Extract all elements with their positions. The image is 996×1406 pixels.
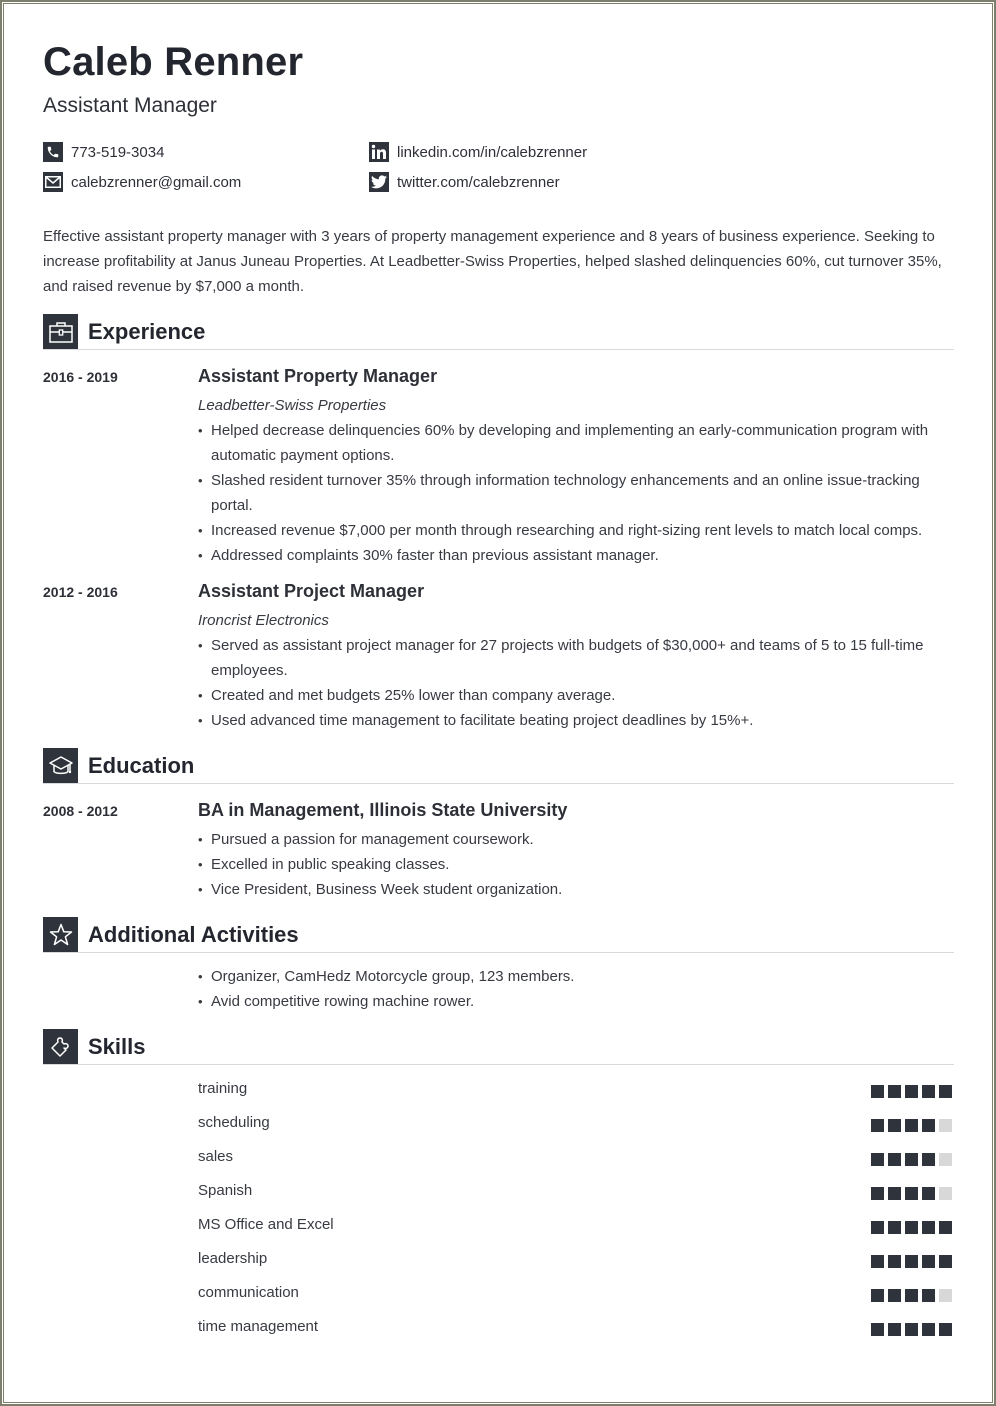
skill-name: communication [198, 1284, 299, 1301]
skill-row [198, 1148, 954, 1168]
education-degree: BA in Management, Illinois State University [198, 800, 568, 820]
section-activities-header [43, 917, 954, 953]
puzzle-piece-icon [43, 1029, 78, 1064]
twitter-icon [369, 172, 389, 192]
skill-name: Spanish [198, 1182, 253, 1199]
bullet-item: • Created and met budgets 25% lower than company average. [198, 683, 938, 708]
bullet-item: • Helped decrease delinquencies 60% by developing and implementing an early-communication program with automatic payment options. [198, 418, 938, 468]
rating-dot-filled [939, 1255, 952, 1268]
rating-dot-filled [888, 1085, 901, 1098]
rating-dot-filled [871, 1119, 884, 1132]
job-bullets [198, 633, 938, 733]
bullet-item: • Addressed complaints 30% faster than previous assistant manager. [198, 543, 938, 568]
section-skills-header [43, 1029, 954, 1065]
section-title: Education [88, 753, 195, 778]
skill-name: sales [198, 1148, 234, 1165]
rating-dot-filled [922, 1221, 935, 1234]
rating-dot-filled [922, 1289, 935, 1302]
job-role: Assistant Project Manager [198, 581, 425, 601]
rating-dot-filled [922, 1255, 935, 1268]
rating-dot-filled [888, 1289, 901, 1302]
skill-row [198, 1216, 954, 1236]
job-dates: 2016 - 2019 [43, 369, 118, 385]
skill-row [198, 1284, 954, 1304]
rating-dot-filled [905, 1323, 918, 1336]
phone-text: 773-519-3034 [71, 143, 165, 161]
candidate-title: Assistant Manager [43, 94, 217, 117]
rating-dot-filled [905, 1289, 918, 1302]
bullet-item: • Served as assistant project manager for 27 projects with budgets of $30,000+ and teams of 5 to 15 full-time employees. [198, 633, 938, 683]
contact-twitter[interactable] [369, 172, 560, 192]
job-bullets [198, 418, 938, 568]
education-bullets [198, 827, 938, 902]
rating-dot-empty [939, 1119, 952, 1132]
rating-dot-filled [888, 1221, 901, 1234]
bullet-item: • Organizer, CamHedz Motorcycle group, 123 members. [198, 964, 938, 989]
linkedin-icon [369, 142, 389, 162]
skill-rating [871, 1255, 952, 1268]
skill-name: leadership [198, 1250, 268, 1267]
rating-dot-filled [888, 1153, 901, 1166]
skill-row [198, 1114, 954, 1134]
rating-dot-filled [939, 1323, 952, 1336]
email-icon [43, 172, 63, 192]
rating-dot-filled [871, 1221, 884, 1234]
skill-rating [871, 1153, 952, 1166]
rating-dot-filled [922, 1187, 935, 1200]
skill-row [198, 1318, 954, 1338]
rating-dot-filled [871, 1323, 884, 1336]
bullet-item: • Increased revenue $7,000 per month through researching and right-sizing rent levels to match local comps. [198, 518, 938, 543]
bullet-item: • Excelled in public speaking classes. [198, 852, 938, 877]
skill-row [198, 1182, 954, 1202]
rating-dot-filled [905, 1255, 918, 1268]
contact-email[interactable] [43, 172, 241, 192]
job-company: Leadbetter-Swiss Properties [198, 397, 387, 414]
skill-name: scheduling [198, 1114, 270, 1131]
skill-rating [871, 1221, 952, 1234]
bullet-item: • Slashed resident turnover 35% through information technology enhancements and an online issue-tracking portal. [198, 468, 938, 518]
phone-icon [43, 142, 63, 162]
rating-dot-filled [905, 1221, 918, 1234]
skill-rating [871, 1119, 952, 1132]
rating-dot-filled [939, 1085, 952, 1098]
email-link[interactable]: calebzrenner@gmail.com [71, 173, 242, 191]
rating-dot-filled [905, 1153, 918, 1166]
job-company: Ironcrist Electronics [198, 612, 329, 629]
bullet-item: • Used advanced time management to facilitate beating project deadlines by 15%+. [198, 708, 938, 733]
section-experience-header [43, 314, 954, 350]
skill-rating [871, 1085, 952, 1098]
job-role: Assistant Property Manager [198, 366, 438, 386]
rating-dot-filled [871, 1255, 884, 1268]
rating-dot-filled [939, 1221, 952, 1234]
section-title: Skills [88, 1034, 146, 1059]
rating-dot-filled [888, 1323, 901, 1336]
rating-dot-filled [905, 1085, 918, 1098]
rating-dot-empty [939, 1187, 952, 1200]
star-icon [43, 917, 78, 952]
activities-bullets [198, 964, 938, 1014]
skill-rating [871, 1187, 952, 1200]
bullet-item: • Avid competitive rowing machine rower. [198, 989, 938, 1014]
skill-name: MS Office and Excel [198, 1216, 334, 1233]
job-dates: 2012 - 2016 [43, 584, 118, 600]
summary-paragraph: Effective assistant property manager with 3 years of property management experience and 8 years of business experience. Seeking to increase profitability at Janus Juneau Properties. At Leadbetter-Swiss Properties, helped slashed delinquencies 60%, cut turnover 35%, and raised revenue by $7,000 a month. [43, 228, 942, 295]
rating-dot-filled [888, 1119, 901, 1132]
skill-rating [871, 1323, 952, 1336]
rating-dot-filled [888, 1255, 901, 1268]
candidate-name: Caleb Renner [43, 40, 304, 84]
graduation-cap-icon [43, 748, 78, 783]
rating-dot-filled [922, 1323, 935, 1336]
twitter-link[interactable]: twitter.com/calebzrenner [397, 173, 560, 191]
skill-row [198, 1080, 954, 1100]
skill-name: training [198, 1080, 248, 1097]
contact-linkedin[interactable] [369, 142, 587, 162]
section-title: Additional Activities [88, 922, 299, 947]
rating-dot-filled [905, 1119, 918, 1132]
linkedin-link[interactable]: linkedin.com/in/calebzrenner [397, 143, 588, 161]
rating-dot-filled [871, 1289, 884, 1302]
bullet-item: • Pursued a passion for management coursework. [198, 827, 938, 852]
rating-dot-empty [939, 1153, 952, 1166]
rating-dot-empty [939, 1289, 952, 1302]
rating-dot-filled [922, 1153, 935, 1166]
rating-dot-filled [871, 1187, 884, 1200]
contact-phone [43, 142, 164, 162]
bullet-item: • Vice President, Business Week student organization. [198, 877, 938, 902]
rating-dot-filled [905, 1187, 918, 1200]
section-title: Experience [88, 319, 206, 344]
rating-dot-filled [871, 1085, 884, 1098]
education-dates: 2008 - 2012 [43, 803, 118, 819]
briefcase-icon [43, 314, 78, 349]
section-education-header [43, 748, 954, 784]
rating-dot-filled [922, 1119, 935, 1132]
rating-dot-filled [888, 1187, 901, 1200]
skill-row [198, 1250, 954, 1270]
rating-dot-filled [871, 1153, 884, 1166]
skill-rating [871, 1289, 952, 1302]
rating-dot-filled [922, 1085, 935, 1098]
skill-name: time management [198, 1318, 319, 1335]
